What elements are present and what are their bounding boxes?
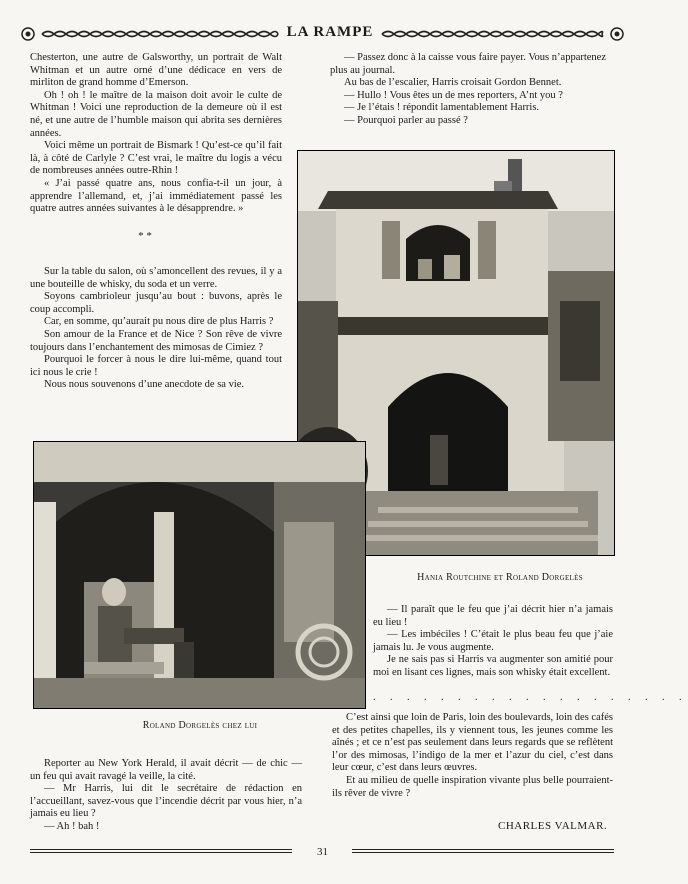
paragraph: C’est ainsi que loin de Paris, loin des boulevards, loin des cafés et des petites chapelles, ils y viennent tous, les jeunes comme les aînés ; et ce n’est pas seulement dans leurs regards que se reflètent l’or des mimosas, l’indigo de la mer et l’azur du ciel, c’est dans leur cœur, c’est dans leurs œuvres. <box>332 712 613 774</box>
paragraph: « J’ai passé quatre ans, nous confia-t-il un jour, à apprendre l’allemand, et, j’ai immédiatement passé les quatre autres années suivantes à le désapprendre. » <box>30 177 282 215</box>
paragraph: Chesterton, une autre de Galsworthy, un portrait de Walt Whitman et un autre orné d’une dédicace en vers de mirliton de grand homme d’Emerson. <box>30 52 282 89</box>
dotted-separator: . . . . . . . . . . . . . . . . . . . <box>373 692 688 703</box>
paragraph: Car, en somme, qu’aurait pu nous dire de plus Harris ? <box>44 316 274 328</box>
paragraph: — Je l’étais ! répondit lamentablement Harris. <box>344 102 540 114</box>
article-column-left-mid <box>30 266 282 392</box>
ornament-scroll-icon <box>609 26 625 42</box>
article-column-left-top <box>30 52 282 216</box>
paragraph: — Ah ! bah ! <box>44 820 100 832</box>
header-ornament-right <box>382 29 602 39</box>
paragraph: Sur la table du salon, où s’amoncellent des revues, il y a une bouteille de whisky, du soda et un verre. <box>30 266 282 290</box>
photo-man-in-chair <box>33 441 366 709</box>
article-column-right-closing <box>332 712 613 800</box>
header-ornament-left <box>42 29 278 39</box>
article-column-right-bottom <box>373 604 613 680</box>
paragraph: Voici même un portrait de Bismark ! Qu’est-ce qu’il fait là, à côté de Carlyle ? C’est vrai, le maître du logis a vécu de nombreuses années outre-Rhin ! <box>30 140 282 177</box>
section-separator: * * <box>138 230 152 242</box>
paragraph: — Hullo ! Vous êtes un de mes reporters, A’nt you ? <box>344 89 563 101</box>
paragraph: — Pourquoi parler au passé ? <box>344 114 468 126</box>
article-column-right-top <box>330 52 606 128</box>
article-column-left-bottom <box>30 758 302 834</box>
paragraph: Je ne sais pas si Harris va augmenter son amitié pour moi en lisant ces lignes, mais son whisky était excellent. <box>373 654 613 678</box>
paragraph: Et au milieu de quelle inspiration vivante plus belle pourraient-ils rêver de vivre ? <box>332 774 613 799</box>
ornament-scroll-icon <box>20 26 36 42</box>
page-title: LA RAMPE <box>286 24 374 40</box>
paragraph: Au bas de l’escalier, Harris croisait Gordon Bennet. <box>344 77 562 89</box>
paragraph: Oh ! oh ! le maître de la maison doit avoir le culte de Whitman ! Voici une reproduction de la demeure où il est né, et une autre de l’humble maison qui abrita ses dernières années. <box>30 89 282 139</box>
paragraph: — Mr Harris, lui dit le secrétaire de rédaction en l’accueillant, savez-vous que l’incendie décrit par vous hier, n’a jamais eu lieu ? <box>30 783 302 820</box>
paragraph: Pourquoi le forcer à nous le dire lui-même, quand tout ici nous le crie ! <box>30 354 282 378</box>
caption-terrace-photo: Roland Dorgelès chez lui <box>142 720 258 731</box>
paragraph: — Passez donc à la caisse vous faire payer. Vous n’appartenez plus au journal. <box>330 52 606 76</box>
paragraph: — Il paraît que le feu que j’ai décrit hier n’a jamais eu lieu ! <box>373 604 613 628</box>
footer-rule-left <box>30 849 292 855</box>
paragraph: Soyons cambrioleur jusqu’au bout : buvons, après le coup accompli. <box>30 291 282 315</box>
paragraph: Son amour de la France et de Nice ? Son rêve de vivre toujours dans l’enchantement des mimosas de Cimiez ? <box>30 328 282 353</box>
author-signature: CHARLES VALMAR. <box>498 820 608 832</box>
caption-villa-photo: Hania Routchine et Roland Dorgelès <box>417 572 583 583</box>
page-number: 31 <box>317 846 328 858</box>
paragraph: Reporter au New York Herald, il avait décrit — de chic — un feu qui avait ravagé la veille, la cité. <box>30 758 302 782</box>
paragraph: — Les imbéciles ! C’était le plus beau feu que j’aie jamais lu. Je vous augmente. <box>373 629 613 653</box>
running-header <box>20 24 625 44</box>
paragraph: Nous nous souvenons d’une anecdote de sa vie. <box>44 379 245 391</box>
footer-rule-right <box>352 849 614 855</box>
